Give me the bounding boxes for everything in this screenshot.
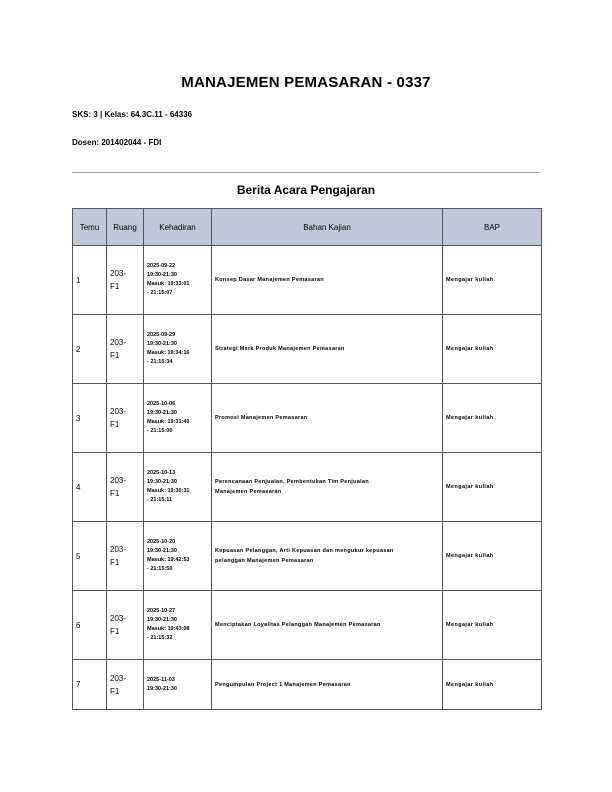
kehadiran-line: - 21:15:34 <box>147 359 173 365</box>
ruang-line: F1 <box>110 686 120 696</box>
kehadiran-line: Masuk: 19:43:08 <box>147 626 190 632</box>
cell-kehadiran <box>144 591 212 660</box>
kehadiran-line: Masuk: 19:30:31 <box>147 488 190 494</box>
cell-ruang <box>107 315 144 384</box>
kehadiran-line: - 21:15:50 <box>147 566 173 572</box>
kehadiran-line: 2025-10-27 <box>147 608 176 614</box>
kehadiran-line: 2025-09-22 <box>147 263 176 269</box>
header-ruang: Ruang <box>107 209 144 246</box>
ruang-line: 203- <box>110 269 127 278</box>
ruang-line: F1 <box>110 558 120 567</box>
cell-kehadiran <box>144 522 212 591</box>
kehadiran-line: 2025-09-29 <box>147 332 176 338</box>
cell-bap: Mengajar kuliah <box>443 591 542 660</box>
header-bap: BAP <box>443 209 542 246</box>
kehadiran-line: Masuk: 19:34:16 <box>147 350 190 356</box>
bahan-line: Kepuasan Pelanggan, Arti Kepuasan dan mengukur kepuasan <box>215 548 394 554</box>
cell-temu: 5 <box>73 522 107 591</box>
kehadiran-line: 2025-11-03 <box>147 676 175 683</box>
cell-temu: 1 <box>73 246 107 315</box>
cell-bap: Mengajar kuliah <box>443 315 542 384</box>
kehadiran-line: Masuk: 19:33:01 <box>147 281 190 287</box>
table-row <box>73 591 542 660</box>
cell-kehadiran <box>144 660 212 710</box>
kehadiran-line: 2025-10-13 <box>147 470 176 476</box>
lecturer-info: Dosen: 201402044 - FDI <box>72 138 162 147</box>
cell-kehadiran <box>144 453 212 522</box>
bahan-line: pelanggan Manajemen Pemasaran <box>215 558 314 564</box>
kehadiran-line: - 21:15:07 <box>147 290 173 296</box>
bahan-line: Pengumpulan Project 1 Manajemen Pemasaran <box>215 681 351 688</box>
cell-ruang <box>107 660 144 710</box>
cell-bap: Mengajar kuliah <box>443 660 542 710</box>
cell-bap: Mengajar kuliah <box>443 522 542 591</box>
cell-temu: 4 <box>73 453 107 522</box>
cell-kehadiran <box>144 315 212 384</box>
cell-ruang <box>107 384 144 453</box>
kehadiran-line: 2025-10-06 <box>147 401 176 407</box>
table-body <box>73 246 542 710</box>
ruang-line: 203- <box>110 338 127 347</box>
ruang-line: 203- <box>110 545 127 554</box>
kehadiran-line: 19:30-21:30 <box>147 685 177 692</box>
ruang-line: 203- <box>110 476 127 485</box>
kehadiran-line: 19:30-21:30 <box>147 272 177 278</box>
cell-ruang <box>107 591 144 660</box>
ruang-line: F1 <box>110 282 120 291</box>
table-row <box>73 384 542 453</box>
cell-bahan-kajian <box>212 246 443 315</box>
cell-bahan-kajian <box>212 591 443 660</box>
divider <box>72 172 540 173</box>
cell-ruang <box>107 522 144 591</box>
kehadiran-line: - 21:15:11 <box>147 497 173 503</box>
kehadiran-line: 19:30-21:30 <box>147 548 177 554</box>
ruang-line: F1 <box>110 351 120 360</box>
kehadiran-line: Masuk: 19:42:53 <box>147 557 190 563</box>
cell-bahan-kajian <box>212 660 443 710</box>
cell-bahan-kajian <box>212 522 443 591</box>
kehadiran-line: 19:30-21:30 <box>147 410 177 416</box>
cell-bahan-kajian <box>212 453 443 522</box>
section-title: Berita Acara Pengajaran <box>236 183 376 197</box>
cell-bap: Mengajar kuliah <box>443 453 542 522</box>
kehadiran-line: 19:30-21:30 <box>147 479 177 485</box>
cell-temu: 6 <box>73 591 107 660</box>
ruang-line: 203- <box>110 673 127 683</box>
ruang-line: F1 <box>110 489 120 498</box>
table-row <box>73 246 542 315</box>
kehadiran-line: 2025-10-20 <box>147 539 176 545</box>
document-title: MANAJEMEN PEMASARAN - 0337 <box>181 74 431 91</box>
kehadiran-line: - 21:15:32 <box>147 635 173 641</box>
table-row <box>73 453 542 522</box>
bahan-line: Manajemen Pemasaran <box>215 489 282 495</box>
ruang-line: F1 <box>110 420 120 429</box>
table-row <box>73 522 542 591</box>
cell-bap: Mengajar kuliah <box>443 384 542 453</box>
course-info: SKS: 3 | Kelas: 64.3C.11 - 64336 <box>72 110 193 119</box>
header-bahan-kajian: Bahan Kajian <box>212 209 443 246</box>
kehadiran-line: 19:30-21:30 <box>147 341 177 347</box>
cell-kehadiran <box>144 384 212 453</box>
teaching-log-table <box>72 208 542 710</box>
kehadiran-line: 19:30-21:30 <box>147 617 177 623</box>
ruang-line: 203- <box>110 614 127 623</box>
cell-bahan-kajian <box>212 384 443 453</box>
kehadiran-line: Masuk: 19:31:40 <box>147 419 190 425</box>
cell-bap: Mengajar kuliah <box>443 246 542 315</box>
header-temu: Temu <box>73 209 107 246</box>
cell-ruang <box>107 453 144 522</box>
kehadiran-line: - 21:15:00 <box>147 428 173 434</box>
cell-temu: 2 <box>73 315 107 384</box>
cell-kehadiran <box>144 246 212 315</box>
bahan-line: Perencanaan Penjualan, Pembentukan Tim Penjualan <box>215 479 369 485</box>
cell-temu: 3 <box>73 384 107 453</box>
cell-ruang <box>107 246 144 315</box>
ruang-line: 203- <box>110 407 127 416</box>
cell-bahan-kajian <box>212 315 443 384</box>
bahan-line: Strategi Merk Produk Manajemen Pemasaran <box>215 346 345 352</box>
table-header-row <box>73 209 542 246</box>
ruang-line: F1 <box>110 627 120 636</box>
bahan-line: Menciptakan Loyalitas Pelanggan Manajemen Pemasaran <box>215 622 381 628</box>
table-row <box>73 660 542 710</box>
table-row <box>73 315 542 384</box>
header-kehadiran: Kehadiran <box>144 209 212 246</box>
bahan-line: Konsep Dasar Manajemen Pemasaran <box>215 277 324 283</box>
cell-temu: 7 <box>73 660 107 710</box>
bahan-line: Promosi Manajemen Pemasaran <box>215 415 308 421</box>
